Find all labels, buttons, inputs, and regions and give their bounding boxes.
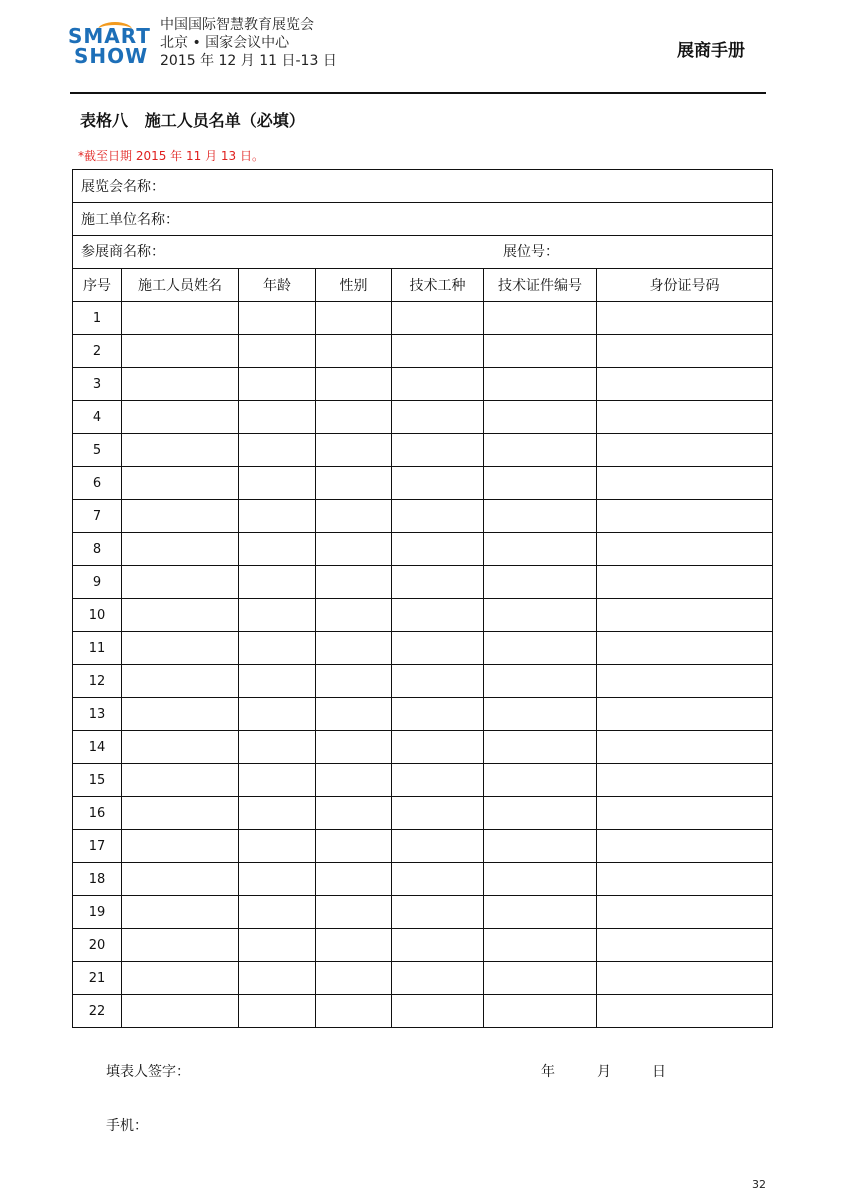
- cell-gender[interactable]: [316, 896, 392, 929]
- row-index: 17: [73, 830, 122, 863]
- row-index: 18: [73, 863, 122, 896]
- cell-certificate[interactable]: [484, 434, 597, 467]
- cell-name[interactable]: [122, 962, 239, 995]
- table-row: [73, 797, 773, 830]
- cell-id-number[interactable]: [597, 797, 773, 830]
- row-index: 5: [73, 434, 122, 467]
- cell-id-number[interactable]: [597, 698, 773, 731]
- cell-id-number[interactable]: [597, 533, 773, 566]
- col-header-index: 序号: [73, 269, 122, 302]
- cell-gender[interactable]: [316, 731, 392, 764]
- cell-age[interactable]: [239, 599, 316, 632]
- cell-age[interactable]: [239, 863, 316, 896]
- cell-gender[interactable]: [316, 962, 392, 995]
- cell-name[interactable]: [122, 896, 239, 929]
- cell-name[interactable]: [122, 533, 239, 566]
- cell-trade[interactable]: [392, 896, 484, 929]
- cell-gender[interactable]: [316, 467, 392, 500]
- cell-certificate[interactable]: [484, 599, 597, 632]
- cell-name[interactable]: [122, 665, 239, 698]
- cell-trade[interactable]: [392, 401, 484, 434]
- cell-name[interactable]: [122, 599, 239, 632]
- cell-id-number[interactable]: [597, 962, 773, 995]
- row-index: 4: [73, 401, 122, 434]
- cell-age[interactable]: [239, 500, 316, 533]
- table-row: [73, 467, 773, 500]
- cell-name[interactable]: [122, 434, 239, 467]
- table-row: [73, 500, 773, 533]
- date-day-label: 日: [652, 1064, 666, 1080]
- contractor-name-field[interactable]: [73, 203, 773, 236]
- cell-age[interactable]: [239, 533, 316, 566]
- form-title: 表格八 施工人员名单（必填）: [80, 111, 305, 130]
- row-index: 21: [73, 962, 122, 995]
- table-row: [73, 731, 773, 764]
- cell-gender[interactable]: [316, 566, 392, 599]
- cell-trade[interactable]: [392, 368, 484, 401]
- phone-label: 手机：: [106, 1118, 148, 1134]
- cell-certificate[interactable]: [484, 896, 597, 929]
- cell-trade[interactable]: [392, 500, 484, 533]
- row-index: 12: [73, 665, 122, 698]
- cell-trade[interactable]: [392, 335, 484, 368]
- cell-gender[interactable]: [316, 401, 392, 434]
- cell-certificate[interactable]: [484, 401, 597, 434]
- cell-age[interactable]: [239, 368, 316, 401]
- cell-name[interactable]: [122, 995, 239, 1028]
- cell-trade[interactable]: [392, 533, 484, 566]
- cell-name[interactable]: [122, 335, 239, 368]
- row-index: 6: [73, 467, 122, 500]
- cell-certificate[interactable]: [484, 764, 597, 797]
- cell-trade[interactable]: [392, 698, 484, 731]
- row-index: 13: [73, 698, 122, 731]
- cell-age[interactable]: [239, 995, 316, 1028]
- booth-number-label: 展位号：: [503, 244, 559, 260]
- cell-gender[interactable]: [316, 863, 392, 896]
- cell-id-number[interactable]: [597, 632, 773, 665]
- table-row: [73, 401, 773, 434]
- cell-name[interactable]: [122, 566, 239, 599]
- cell-age[interactable]: [239, 401, 316, 434]
- row-index: 8: [73, 533, 122, 566]
- event-name: 中国国际智慧教育展览会: [160, 17, 314, 33]
- cell-gender[interactable]: [316, 665, 392, 698]
- cell-trade[interactable]: [392, 302, 484, 335]
- cell-certificate[interactable]: [484, 962, 597, 995]
- table-row: [73, 962, 773, 995]
- exhibitor-booth-field[interactable]: [73, 236, 773, 269]
- cell-trade[interactable]: [392, 566, 484, 599]
- logo-word-smart: SMART: [68, 24, 151, 48]
- cell-name[interactable]: [122, 797, 239, 830]
- staff-list-table: [72, 169, 773, 1028]
- cell-name[interactable]: [122, 632, 239, 665]
- table-row: [73, 830, 773, 863]
- cell-id-number[interactable]: [597, 368, 773, 401]
- cell-gender[interactable]: [316, 830, 392, 863]
- row-index: 2: [73, 335, 122, 368]
- cell-gender[interactable]: [316, 995, 392, 1028]
- col-header-id-number: 身份证号码: [597, 269, 773, 302]
- cell-age[interactable]: [239, 467, 316, 500]
- table-row: [73, 434, 773, 467]
- cell-id-number[interactable]: [597, 929, 773, 962]
- col-header-certificate: 技术证件编号: [484, 269, 597, 302]
- logo-word-show: SHOW: [74, 44, 149, 68]
- cell-gender[interactable]: [316, 698, 392, 731]
- cell-certificate[interactable]: [484, 830, 597, 863]
- date-year-label: 年: [541, 1064, 555, 1080]
- cell-trade[interactable]: [392, 632, 484, 665]
- row-index: 19: [73, 896, 122, 929]
- cell-age[interactable]: [239, 302, 316, 335]
- table-row: [73, 995, 773, 1028]
- row-index: 7: [73, 500, 122, 533]
- event-info: [160, 16, 337, 70]
- row-index: 1: [73, 302, 122, 335]
- cell-trade[interactable]: [392, 830, 484, 863]
- deadline-note: *截至日期 2015 年 11 月 13 日。: [78, 149, 264, 163]
- cell-id-number[interactable]: [597, 764, 773, 797]
- table-row: [73, 599, 773, 632]
- cell-certificate[interactable]: [484, 863, 597, 896]
- table-row: [73, 896, 773, 929]
- row-index: 10: [73, 599, 122, 632]
- header-divider: [70, 92, 766, 94]
- cell-name[interactable]: [122, 467, 239, 500]
- table-row: [73, 368, 773, 401]
- table-row: [73, 632, 773, 665]
- cell-trade[interactable]: [392, 467, 484, 500]
- cell-name[interactable]: [122, 764, 239, 797]
- cell-gender[interactable]: [316, 500, 392, 533]
- cell-certificate[interactable]: [484, 368, 597, 401]
- cell-trade[interactable]: [392, 764, 484, 797]
- cell-trade[interactable]: [392, 995, 484, 1028]
- manual-title: 展商手册: [677, 41, 745, 61]
- row-index: 20: [73, 929, 122, 962]
- col-header-name: 施工人员姓名: [122, 269, 239, 302]
- row-index: 3: [73, 368, 122, 401]
- table-row: [73, 566, 773, 599]
- contractor-name-label: 施工单位名称：: [81, 212, 179, 228]
- cell-name[interactable]: [122, 929, 239, 962]
- cell-gender[interactable]: [316, 335, 392, 368]
- table-row: [73, 335, 773, 368]
- cell-trade[interactable]: [392, 599, 484, 632]
- cell-id-number[interactable]: [597, 302, 773, 335]
- table-row: [73, 302, 773, 335]
- cell-id-number[interactable]: [597, 665, 773, 698]
- cell-name[interactable]: [122, 401, 239, 434]
- cell-id-number[interactable]: [597, 830, 773, 863]
- cell-trade[interactable]: [392, 434, 484, 467]
- cell-age[interactable]: [239, 764, 316, 797]
- cell-name[interactable]: [122, 500, 239, 533]
- cell-gender[interactable]: [316, 368, 392, 401]
- event-dates: 2015 年 12 月 11 日-13 日: [160, 53, 337, 69]
- cell-age[interactable]: [239, 665, 316, 698]
- table-row: [73, 929, 773, 962]
- table-row: [73, 698, 773, 731]
- cell-gender[interactable]: [316, 797, 392, 830]
- row-index: 14: [73, 731, 122, 764]
- cell-trade[interactable]: [392, 797, 484, 830]
- exhibition-name-label: 展览会名称：: [81, 179, 165, 195]
- cell-name[interactable]: [122, 863, 239, 896]
- cell-age[interactable]: [239, 335, 316, 368]
- exhibitor-name-label: 参展商名称：: [81, 244, 165, 260]
- smart-show-logo: [68, 22, 152, 72]
- cell-gender[interactable]: [316, 632, 392, 665]
- cell-age[interactable]: [239, 434, 316, 467]
- cell-trade[interactable]: [392, 929, 484, 962]
- cell-gender[interactable]: [316, 434, 392, 467]
- row-index: 9: [73, 566, 122, 599]
- cell-name[interactable]: [122, 698, 239, 731]
- cell-certificate[interactable]: [484, 797, 597, 830]
- cell-name[interactable]: [122, 830, 239, 863]
- page-number: 32: [752, 1178, 766, 1191]
- cell-certificate[interactable]: [484, 467, 597, 500]
- cell-certificate[interactable]: [484, 302, 597, 335]
- cell-gender[interactable]: [316, 599, 392, 632]
- col-header-age: 年龄: [239, 269, 316, 302]
- cell-age[interactable]: [239, 698, 316, 731]
- cell-age[interactable]: [239, 962, 316, 995]
- table-row: [73, 533, 773, 566]
- cell-trade[interactable]: [392, 962, 484, 995]
- cell-id-number[interactable]: [597, 731, 773, 764]
- table-row: [73, 665, 773, 698]
- cell-id-number[interactable]: [597, 896, 773, 929]
- row-index: 15: [73, 764, 122, 797]
- cell-id-number[interactable]: [597, 434, 773, 467]
- cell-id-number[interactable]: [597, 500, 773, 533]
- cell-certificate[interactable]: [484, 335, 597, 368]
- cell-id-number[interactable]: [597, 863, 773, 896]
- cell-age[interactable]: [239, 566, 316, 599]
- table-row: [73, 764, 773, 797]
- cell-age[interactable]: [239, 830, 316, 863]
- cell-gender[interactable]: [316, 533, 392, 566]
- cell-certificate[interactable]: [484, 500, 597, 533]
- cell-id-number[interactable]: [597, 599, 773, 632]
- cell-age[interactable]: [239, 929, 316, 962]
- cell-certificate[interactable]: [484, 929, 597, 962]
- table-header-row: [73, 269, 773, 302]
- cell-id-number[interactable]: [597, 401, 773, 434]
- exhibition-name-field[interactable]: [73, 170, 773, 203]
- row-index: 16: [73, 797, 122, 830]
- col-header-trade: 技术工种: [392, 269, 484, 302]
- cell-age[interactable]: [239, 632, 316, 665]
- cell-name[interactable]: [122, 368, 239, 401]
- cell-name[interactable]: [122, 302, 239, 335]
- cell-trade[interactable]: [392, 731, 484, 764]
- cell-certificate[interactable]: [484, 698, 597, 731]
- cell-gender[interactable]: [316, 302, 392, 335]
- cell-id-number[interactable]: [597, 467, 773, 500]
- table-row: [73, 863, 773, 896]
- row-index: 22: [73, 995, 122, 1028]
- cell-trade[interactable]: [392, 665, 484, 698]
- event-venue: 北京 • 国家会议中心: [160, 35, 290, 51]
- cell-name[interactable]: [122, 731, 239, 764]
- cell-certificate[interactable]: [484, 665, 597, 698]
- signer-label: 填表人签字：: [106, 1064, 190, 1080]
- cell-certificate[interactable]: [484, 731, 597, 764]
- row-index: 11: [73, 632, 122, 665]
- cell-certificate[interactable]: [484, 995, 597, 1028]
- cell-age[interactable]: [239, 896, 316, 929]
- cell-certificate[interactable]: [484, 632, 597, 665]
- cell-certificate[interactable]: [484, 533, 597, 566]
- cell-age[interactable]: [239, 731, 316, 764]
- cell-certificate[interactable]: [484, 566, 597, 599]
- cell-gender[interactable]: [316, 929, 392, 962]
- cell-id-number[interactable]: [597, 995, 773, 1028]
- cell-id-number[interactable]: [597, 566, 773, 599]
- cell-age[interactable]: [239, 797, 316, 830]
- col-header-gender: 性别: [316, 269, 392, 302]
- cell-trade[interactable]: [392, 863, 484, 896]
- cell-id-number[interactable]: [597, 335, 773, 368]
- cell-gender[interactable]: [316, 764, 392, 797]
- date-month-label: 月: [597, 1064, 611, 1080]
